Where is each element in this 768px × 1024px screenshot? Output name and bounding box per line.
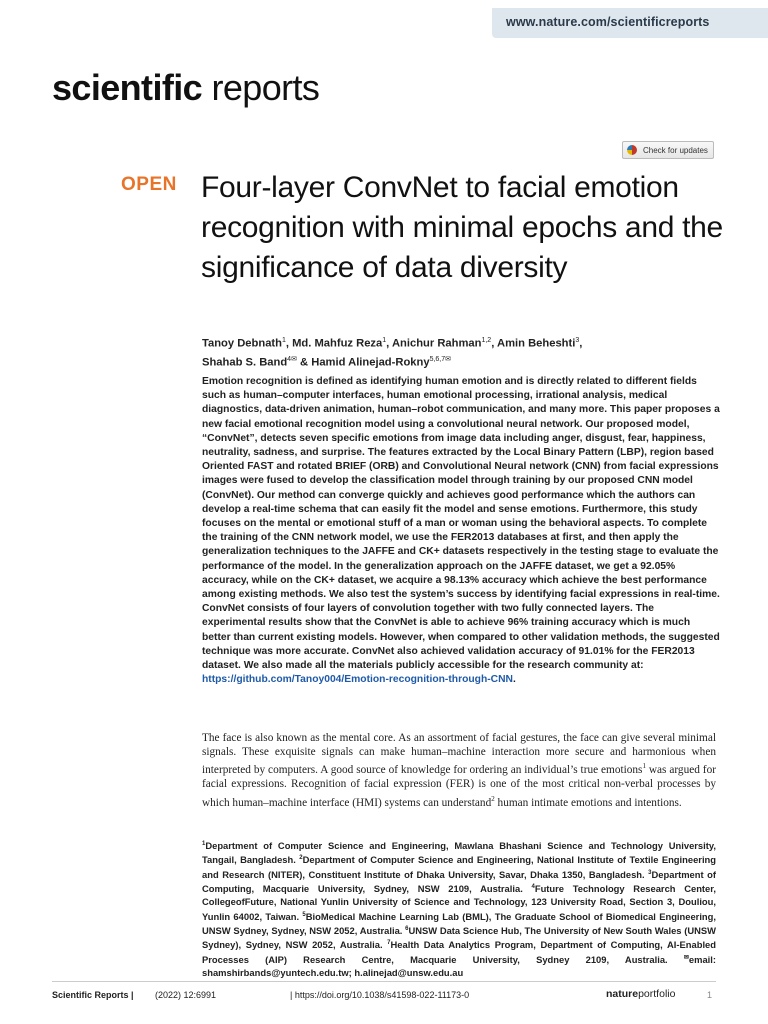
author-affiliation-ref: 5,6,7✉ <box>429 355 451 363</box>
github-link[interactable]: https://github.com/Tanoy004/Emotion-recognition-through-CNN <box>202 674 513 686</box>
affiliation-text: Department of Computer Science and Engineering, Mawlana Bhashani Science and Technology University, Tangail, Bangladesh. <box>202 840 716 866</box>
page-number: 1 <box>707 990 713 1000</box>
affiliation-text: Future Technology Research Center, CollegeofFuture, National Yunlin University of Science and Technology, 123 University Road, Section 3, Douliou, Yunlin 64002, Taiwan. <box>202 883 716 922</box>
affiliation-text: email: shamshirbands@yuntech.edu.tw; h.alinejad@unsw.edu.au <box>202 953 716 978</box>
author-separator: , <box>579 337 583 350</box>
journal-name-bold: scientific <box>52 67 203 108</box>
author-affiliation-ref: 1 <box>382 337 387 344</box>
author-separator: , <box>491 337 498 350</box>
brand-bold: nature <box>606 988 639 1000</box>
affiliation-text: Department of Computing, Macquarie University, Sydney, NSW 2109, Australia. <box>202 868 717 895</box>
abstract-end: . <box>512 674 516 686</box>
abstract-text: Emotion recognition is defined as identifying human emotion and is directly related to different fields such as human–computer interfaces, human emotional processing, irrational analysis, medical diagnostics, data-driven animation, human–robot communication, and many more. This paper proposes a new facial emotional recognition model using a convolutional neural network. Our proposed model, “ConvNet”, detects seven specific emotions from image data including anger, disgust, fear, happiness, neutrality, sadness, and surprise. The features extracted by the Local Binary Pattern (LBP), region based Oriented FAST and rotated BRIEF (ORB) and Convolutional Neural network (CNN) from facial expressions images were fused to develop the classification model through training by our proposed CNN model (ConvNet). Our method can converge quickly and achieves good performance which the authors can develop a real-time schema that can easily fit the model and sense emotions. Furthermore, this study focuses on the mental or emotional stuff of a man or woman using the behavioral aspects. To complete the training of the CNN network model, we use the FER2013 databases at first, and then apply the generalization techniques to the JAFFE and CK+ datasets respectively in the testing stage to evaluate the performance of the model. In the generalization approach on the JAFFE dataset, we get a 92.05% accuracy, while on the CK+ dataset, we acquire a 98.13% accuracy which achieve the best performance among existing methods. We also test the system’s success by identifying facial expressions in real-time. ConvNet consists of four layers of convolution together with two fully connected layers. The experimental results show that the ConvNet is able to achieve 96% training accuracy which is much better than current existing models. However, when compared to other validation methods, the suggested technique was more accurate. ConvNet also achieved validation accuracy of 91.01% for the FER2013 dataset. We also made all the materials publicly accessible for the research community at: <box>202 376 720 672</box>
journal-name-regular: reports <box>211 67 320 108</box>
author-list <box>202 333 722 370</box>
author-affiliation-ref: 1 <box>281 337 286 344</box>
affiliation-number: ✉ <box>683 954 689 961</box>
author-affiliation-ref: 1,2 <box>481 337 492 344</box>
intro-text-c: human intimate emotions and intentions. <box>494 796 682 809</box>
author-name[interactable]: Amin Beheshti <box>497 337 576 350</box>
affiliation-text: Department of Computer Science and Engineering, National Institute of Textile Engineering and Research (NITER), Constituent Institute of Dhaka University, Savar, Dhaka 1350, Bangladesh. <box>202 854 716 880</box>
affiliation-number: 4 <box>531 883 535 890</box>
check-for-updates-button[interactable] <box>622 141 714 159</box>
footer-divider <box>52 981 716 982</box>
footer-citation: (2022) 12:6991 <box>155 990 217 1000</box>
affiliation-text: BioMedical Machine Learning Lab (BML), The Graduate School of Biomedical Engineering, UNSW Sydney, Sydney, NSW 2052, Australia. <box>202 910 716 936</box>
author-affiliation-ref: 3 <box>575 337 580 344</box>
footer-doi[interactable]: | https://doi.org/10.1038/s41598-022-11173-0 <box>290 990 470 1000</box>
affiliation-number: 3 <box>648 869 652 876</box>
affiliation-number: 5 <box>302 911 306 918</box>
nature-portfolio-logo <box>606 988 675 1000</box>
author-affiliation-ref: 4✉ <box>287 355 297 363</box>
article-title: Four-layer ConvNet to facial emotion recognition with minimal epochs and the significance of data diversity <box>201 171 723 284</box>
brand-regular: portfolio <box>638 988 676 1000</box>
author-separator: , <box>386 337 392 350</box>
journal-url[interactable]: www.nature.com/scientificreports <box>506 15 710 29</box>
citation-ref-1[interactable]: 1 <box>642 762 646 771</box>
author-separator: & <box>296 356 312 369</box>
crossmark-icon <box>627 145 637 155</box>
open-access-label: OPEN <box>121 174 177 195</box>
intro-text-a: The face is also known as the mental core. As an assortment of facial gestures, the face can give several minimal signals. These exquisite signals can make human–machine interaction more secure and harmonious when interpreted by computers. A good source of knowledge for ordering an individual’s true emotions <box>202 732 716 777</box>
affiliation-number: 2 <box>299 855 303 862</box>
citation-ref-2[interactable]: 2 <box>491 794 495 803</box>
affiliation-number: 6 <box>405 925 409 932</box>
author-name[interactable]: Md. Mahfuz Reza <box>292 337 383 350</box>
affiliation-text: UNSW Data Science Hub, The University of New South Wales (UNSW Sydney), Sydney, NSW 2052, Australia. <box>202 924 716 951</box>
author-name[interactable]: Shahab S. Band <box>202 356 288 369</box>
intro-text-b: was argued for facial expressions. Recognition of facial expression (FER) is one of the most critical non-verbal processes by which human–machine interface (HMI) systems can understand <box>202 764 716 809</box>
check-for-updates-label: Check for updates <box>643 146 708 155</box>
affiliations <box>202 838 716 979</box>
page-footer <box>52 986 716 1006</box>
intro-paragraph <box>202 731 716 810</box>
abstract <box>202 375 720 687</box>
author-name[interactable]: Tanoy Debnath <box>202 337 282 350</box>
affiliation-text: Health Data Analytics Program, Department of Computing, AI-Enabled Processes (AIP) Research Centre, Macquarie University, Sydney 2109, Australia. <box>202 939 716 965</box>
author-name[interactable]: Anichur Rahman <box>391 337 482 350</box>
affiliation-number: 1 <box>202 841 206 847</box>
author-separator: , <box>285 337 293 350</box>
journal-url-bar[interactable] <box>492 8 768 38</box>
journal-logo <box>52 66 319 110</box>
affiliation-number: 7 <box>387 940 391 947</box>
footer-journal: Scientific Reports | <box>52 990 134 1000</box>
author-name[interactable]: Hamid Alinejad-Rokny <box>311 356 430 369</box>
